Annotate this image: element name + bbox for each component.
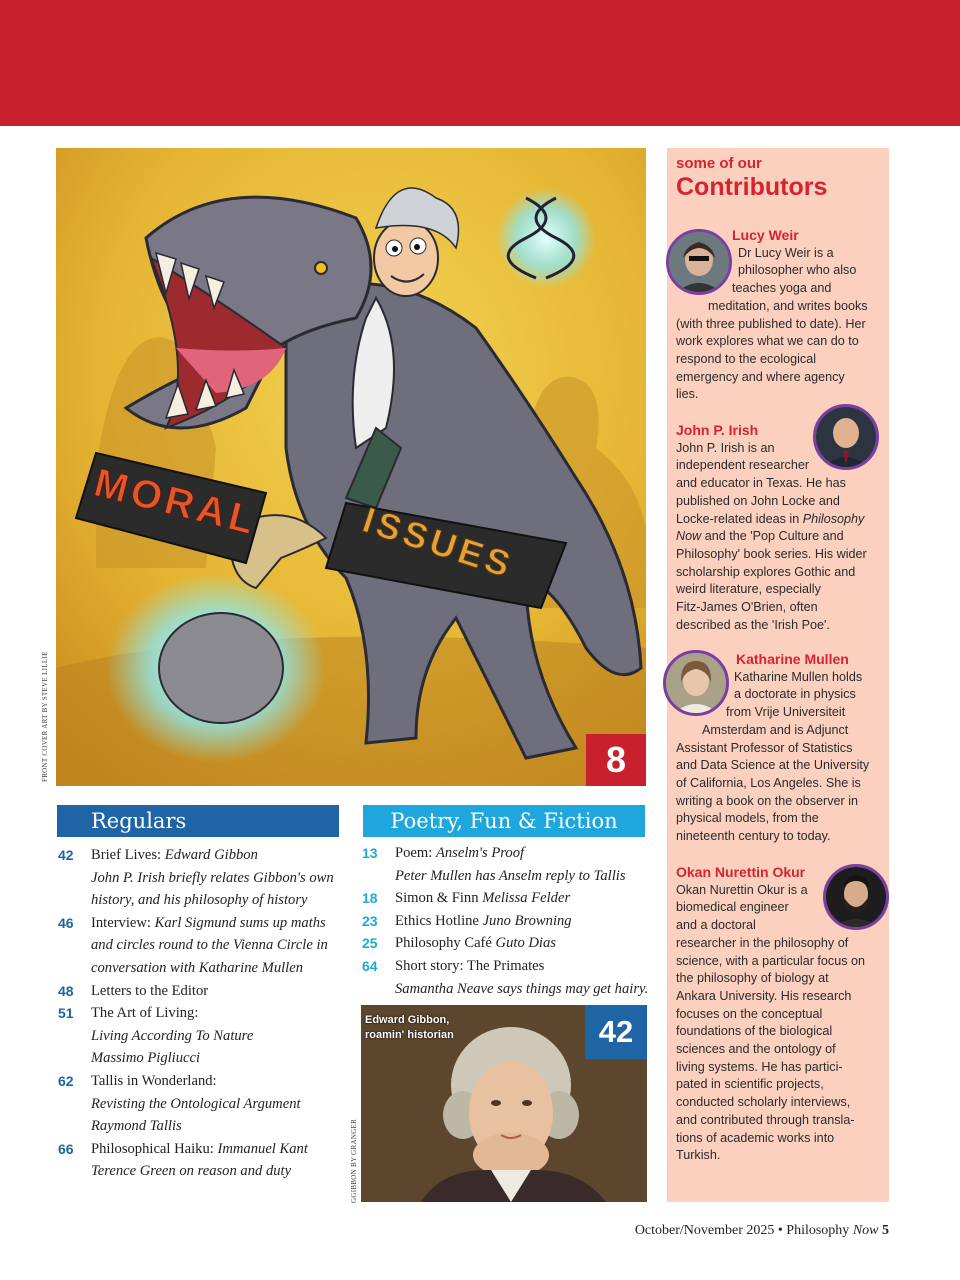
gibbon-credit: GGIBBON BY GRANGER	[350, 1118, 358, 1203]
contributor-name: Katharine Mullen	[736, 651, 849, 667]
toc-item[interactable]	[58, 1070, 338, 1138]
bio-line: pated in scientific projects,	[676, 1077, 824, 1092]
toc-page-number[interactable]: 66	[58, 1140, 74, 1157]
toc-desc: and circles round to the Vienna Circle in	[91, 937, 328, 954]
toc-page-number[interactable]: 13	[362, 845, 378, 861]
bio-line: Katharine Mullen holds	[734, 669, 863, 684]
toc-item[interactable]	[362, 887, 647, 910]
toc-title: Poem:	[395, 845, 433, 861]
cover-illustration	[56, 148, 646, 786]
toc-desc: Living According To Nature	[91, 1027, 254, 1044]
toc-item[interactable]	[362, 932, 647, 955]
toc-title-italic: Guto Dias	[495, 935, 556, 952]
bio-line: nineteenth century to today.	[676, 829, 831, 844]
toc-title-italic: Melissa Felder	[482, 890, 571, 907]
toc-desc: Terence Green on reason and duty	[91, 1163, 292, 1180]
footer-page-number: 5	[882, 1223, 889, 1238]
gibbon-caption-line: Edward Gibbon,	[365, 1014, 450, 1026]
toc-desc: John P. Irish briefly relates Gibbon's own	[91, 869, 334, 886]
bio-line: emergency and where agency	[676, 369, 845, 384]
toc-page-number[interactable]: 25	[362, 935, 378, 952]
bio-line: Ankara University. His research	[676, 988, 852, 1003]
toc-desc: Raymond Tallis	[91, 1118, 182, 1135]
bio-line: Philosophy' book series. His wider	[676, 546, 867, 561]
bio-line: scholarship explores Gothic and	[676, 564, 856, 579]
regulars-header: Regulars	[57, 805, 339, 837]
gibbon-portrait	[361, 1005, 647, 1202]
bio-line: biomedical engineer	[676, 900, 789, 915]
toc-page-number[interactable]: 46	[58, 914, 74, 931]
toc-item[interactable]	[362, 910, 647, 933]
banner-issues-text: ISSUES	[357, 498, 520, 587]
bio-line: Amsterdam and is Adjunct	[702, 722, 849, 737]
top-red-banner	[0, 0, 960, 126]
bio-line: conducted scholarly interviews,	[676, 1095, 851, 1110]
bio-line: weird literature, especially	[676, 582, 821, 597]
toc-item[interactable]	[58, 844, 338, 912]
footer-brand-italic: Now	[852, 1223, 879, 1238]
footer-brand: Philosophy	[786, 1223, 850, 1238]
bio-line: work explores what we can do to	[676, 334, 859, 349]
page-footer	[635, 1223, 889, 1239]
bio-line: physical models, from the	[676, 811, 819, 826]
cover-credit: FRONT COVER ART BY STEVE LILLIE	[41, 651, 49, 782]
toc-page-number[interactable]: 62	[58, 1072, 74, 1089]
pff-list	[362, 842, 647, 1000]
bio-line: Fitz-James O'Brien, often	[676, 600, 818, 615]
bio-john-p-irish	[676, 422, 886, 634]
toc-title: Brief Lives:	[91, 847, 162, 863]
toc-title: Short story: The Primates	[395, 957, 545, 974]
bio-line: Locke-related ideas in Philosophy	[676, 511, 865, 526]
footer-bullet: •	[777, 1223, 783, 1238]
toc-title: The Art of Living:	[91, 1005, 199, 1022]
toc-page-number[interactable]: 42	[58, 847, 74, 863]
toc-item[interactable]	[58, 912, 338, 980]
toc-title: Interview:	[91, 914, 151, 931]
toc-page-number[interactable]: 51	[58, 1005, 74, 1022]
bio-line: John P. Irish is an	[676, 440, 775, 455]
bio-line: living systems. He has partici-	[676, 1059, 843, 1074]
bio-line: published on John Locke and	[676, 493, 840, 508]
gibbon-caption-line: roamin' historian	[365, 1029, 454, 1041]
bio-line: a doctorate in physics	[734, 687, 856, 702]
bio-line: Turkish.	[676, 1148, 721, 1163]
toc-page-number[interactable]: 64	[362, 957, 378, 974]
bio-line: respond to the ecological	[676, 351, 817, 366]
bio-line: Dr Lucy Weir is a	[738, 245, 834, 260]
bio-line: Okan Nurettin Okur is a	[676, 882, 808, 897]
bio-lucy-weir	[676, 227, 886, 404]
bio-line: of California, Los Angeles. She is	[676, 775, 861, 790]
bio-line: and educator in Texas. He has	[676, 476, 846, 491]
toc-title-italic: Anselm's Proof	[435, 845, 525, 861]
toc-item[interactable]	[58, 1138, 338, 1183]
gibbon-page-badge[interactable]: 42	[585, 1005, 647, 1059]
bio-line: researcher in the philosophy of	[676, 935, 849, 950]
bio-line: sciences and the ontology of	[676, 1042, 836, 1057]
bio-line: writing a book on the observer in	[676, 793, 859, 808]
toc-title-italic: Juno Browning	[482, 912, 572, 929]
regulars-list	[58, 844, 338, 1183]
toc-desc: Samantha Neave says things may get hairy.	[395, 980, 649, 997]
toc-desc: Peter Mullen has Anselm reply to Tallis	[395, 867, 626, 884]
toc-page-number[interactable]: 23	[362, 912, 378, 929]
contributor-name: John P. Irish	[676, 422, 759, 438]
toc-desc: Revisting the Ontological Argument	[91, 1095, 301, 1112]
toc-desc: Massimo Pigliucci	[91, 1050, 201, 1067]
bio-line: (with three published to date). Her	[676, 316, 866, 331]
bio-line: foundations of the biological	[676, 1024, 833, 1039]
bio-line: from Vrije Universiteit	[726, 705, 846, 720]
bio-line: science, with a particular focus on	[676, 953, 865, 968]
toc-title: Philosophy Café	[395, 935, 492, 952]
toc-page-number[interactable]: 18	[362, 890, 378, 907]
toc-item[interactable]	[58, 980, 338, 1003]
bio-line: described as the 'Irish Poe'.	[676, 617, 830, 632]
toc-desc: conversation with Katharine Mullen	[91, 959, 303, 976]
toc-title: Tallis in Wonderland:	[91, 1072, 217, 1089]
toc-title-italic: Immanuel Kant	[217, 1140, 308, 1157]
bio-line: Now and the 'Pop Culture and	[676, 529, 844, 544]
contributors-panel	[667, 148, 889, 1202]
toc-item[interactable]	[362, 842, 647, 887]
bio-okan-nurettin-okur	[676, 864, 886, 1165]
toc-desc: history, and his philosophy of history	[91, 892, 308, 909]
bio-line: teaches yoga and	[732, 281, 832, 296]
gibbon-caption	[365, 1013, 454, 1043]
toc-item[interactable]	[58, 1002, 338, 1070]
bio-line: philosopher who also	[738, 263, 857, 278]
pff-header: Poetry, Fun & Fiction	[363, 805, 645, 837]
bio-line: meditation, and writes books	[708, 298, 868, 313]
contributor-name: Lucy Weir	[732, 227, 799, 243]
bio-line: tions of academic works into	[676, 1130, 835, 1145]
bio-line: and a doctoral	[676, 918, 756, 933]
toc-title-italic: Edward Gibbon	[164, 847, 258, 863]
toc-item[interactable]	[362, 955, 647, 1000]
bio-line: and Data Science at the University	[676, 758, 870, 773]
bio-line: lies.	[676, 387, 699, 402]
toc-title-italic: Karl Sigmund sums up maths	[154, 914, 326, 931]
dinosaur-scientist-art	[56, 148, 646, 786]
footer-issue: October/November 2025	[634, 1223, 775, 1238]
bio-line: independent researcher	[676, 458, 810, 473]
contributors-kicker: some of our	[676, 155, 762, 172]
contributor-name: Okan Nurettin Okur	[676, 864, 806, 880]
toc-title: Philosophical Haiku:	[91, 1140, 214, 1157]
bio-line: the philosophy of biology at	[676, 971, 829, 986]
toc-title: Ethics Hotline	[395, 912, 479, 929]
cover-page-badge[interactable]: 8	[586, 734, 646, 786]
toc-title: Letters to the Editor	[91, 982, 209, 999]
contributors-title: Contributors	[676, 173, 828, 201]
toc-page-number[interactable]: 48	[58, 982, 74, 999]
toc-title: Simon & Finn	[395, 890, 479, 907]
bio-line: focuses on the conceptual	[676, 1006, 823, 1021]
bio-line: and contributed through transla-	[676, 1112, 855, 1127]
banner-moral-text: MORAL	[89, 460, 263, 544]
bio-katharine-mullen	[676, 651, 886, 846]
bio-line: Assistant Professor of Statistics	[676, 740, 853, 755]
